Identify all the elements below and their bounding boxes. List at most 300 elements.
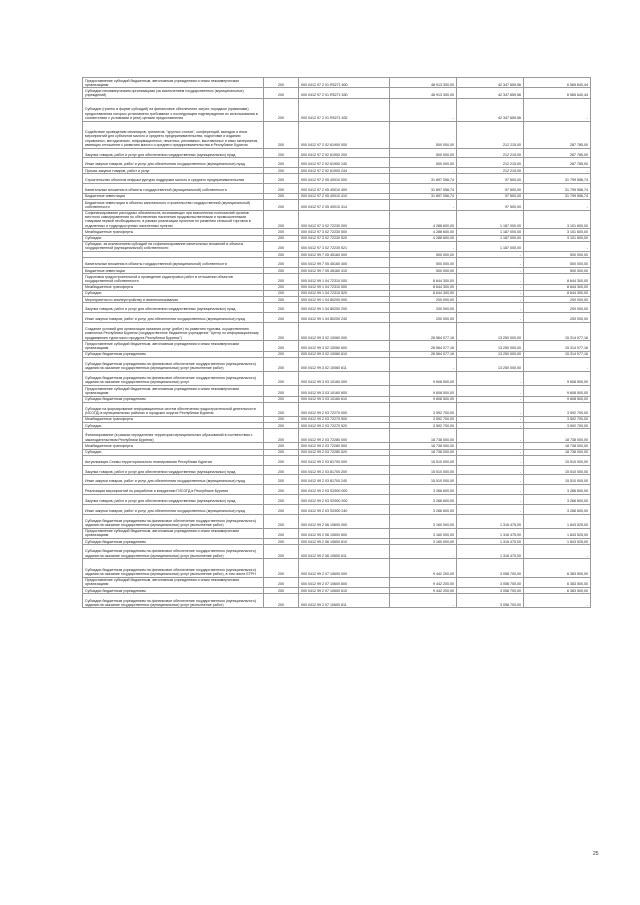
row-code: 200	[264, 258, 299, 268]
row-assigned: 3 160 000,00	[390, 528, 457, 538]
table-row	[83, 341, 591, 351]
budget-table	[82, 77, 591, 608]
row-executed: -	[457, 455, 524, 465]
row-remaining: 3 101 600,00	[524, 235, 591, 241]
row-kbk: 000 0412 99 2 07 10600 000	[299, 559, 390, 577]
row-code: 200	[264, 443, 299, 449]
row-executed: -	[457, 485, 524, 495]
row-kbk: 000 0412 99 7 05 45160 000	[299, 252, 390, 258]
row-remaining: 31 799 556,74	[524, 184, 591, 194]
row-executed: -	[457, 402, 524, 416]
row-name: Субсидии бюджетным учреждениям	[83, 539, 264, 545]
row-assigned: 500 000,00	[390, 158, 457, 168]
row-executed: -	[457, 268, 524, 274]
row-executed: -	[457, 313, 524, 323]
row-executed: -	[457, 396, 524, 402]
table-row	[83, 372, 591, 386]
row-kbk: 000 0412 99 2 03 81700 000	[299, 455, 390, 465]
row-code: 200	[264, 303, 299, 313]
row-remaining: 500 000,00	[524, 252, 591, 258]
row-assigned: 28 564 077,16	[390, 322, 457, 340]
row-executed: 1 187 000,00	[457, 241, 524, 251]
table-row	[83, 504, 591, 514]
row-kbk: 000 0412 99 3 03 10160 610	[299, 396, 390, 402]
row-kbk: 000 0412 99 1 04 80200 200	[299, 303, 390, 313]
row-assigned: 4 288 600,00	[390, 229, 457, 235]
table-row	[83, 429, 591, 443]
row-assigned: 31 897 056,74	[390, 174, 457, 184]
table-row	[83, 465, 591, 475]
row-remaining: 9 608 500,00	[524, 386, 591, 396]
row-executed: 212 215,00	[457, 148, 524, 158]
row-executed: -	[457, 290, 524, 296]
row-kbk: 000 0412 99 7 05 45160 410	[299, 268, 390, 274]
row-remaining: -	[524, 594, 591, 608]
row-name: Субсидии	[83, 290, 264, 296]
row-kbk: 000 0412 99 3 02 10060 611	[299, 357, 390, 371]
row-assigned: 3 266 600,00	[390, 504, 457, 514]
row-kbk: 000 0412 99 2 06 10600 600	[299, 528, 390, 538]
row-assigned: -	[390, 200, 457, 210]
row-assigned: 31 897 056,74	[390, 184, 457, 194]
row-kbk: 000 0412 99 3 02 10060 000	[299, 322, 390, 340]
row-name: Субсидии бюджетным учреждениям на финансовое обеспечение государственного (муниципального) задания на оказание государственных (муниципальных) услуг (выполнение работ)	[83, 514, 264, 528]
row-name: Субсидии бюджетным учреждениям на финансовое обеспечение государственного (муниципального) задания на оказание государственных (муниципальных) услуг (выполнение работ)	[83, 594, 264, 608]
row-code: 200	[264, 98, 299, 121]
row-name: Прочая закупка товаров, работ и услуг	[83, 168, 264, 174]
row-executed: -	[457, 284, 524, 290]
row-code: 200	[264, 402, 299, 416]
row-remaining: 9 608 500,00	[524, 372, 591, 386]
row-executed: 42 347 659,56	[457, 88, 524, 98]
row-name: Субсидии некоммерческим организациям (за исключением государственных (муниципальных) учреждений)	[83, 88, 264, 98]
row-code: 200	[264, 494, 299, 504]
row-remaining: 3 266 600,00	[524, 485, 591, 495]
row-executed: 13 250 000,00	[457, 351, 524, 357]
row-kbk: 000 0412 99 3 03 10160 000	[299, 372, 390, 386]
row-remaining: -	[524, 98, 591, 121]
table-row	[83, 485, 591, 495]
row-code: 200	[264, 594, 299, 608]
row-kbk: 000 0412 99 2 06 10600 610	[299, 539, 390, 545]
row-code: 200	[264, 121, 299, 148]
row-code: 200	[264, 210, 299, 229]
row-name: Капитальные вложения в объекты государственной (муниципальной) собственности	[83, 258, 264, 268]
row-assigned: -	[390, 98, 457, 121]
table-row	[83, 594, 591, 608]
row-assigned: 18 738 000,00	[390, 449, 457, 455]
row-assigned: 9 442 200,00	[390, 577, 457, 587]
row-kbk: 000 0412 97 2 02 61900 240	[299, 158, 390, 168]
row-assigned: 200 000,00	[390, 303, 457, 313]
row-name: Межбюджетные трансферты	[83, 416, 264, 422]
row-assigned: 9 608 500,00	[390, 396, 457, 402]
row-executed: 97 500,00	[457, 200, 524, 210]
row-assigned: 8 644 300,00	[390, 290, 457, 296]
row-executed: 13 250 000,00	[457, 357, 524, 371]
row-assigned: 500 000,00	[390, 258, 457, 268]
row-kbk: 000 0412 99 3 02 10060 600	[299, 341, 390, 351]
row-executed: 3 058 700,00	[457, 577, 524, 587]
table-row	[83, 545, 591, 559]
row-remaining: 31 799 556,74	[524, 193, 591, 199]
row-name: Субсидии бюджетным учреждениям	[83, 588, 264, 594]
row-kbk: 000 0412 99 2 03 72270 000	[299, 402, 390, 416]
row-kbk: 000 0412 99 1 04 72310 500	[299, 284, 390, 290]
row-assigned: -	[390, 594, 457, 608]
table-row	[83, 184, 591, 194]
row-remaining: 3 101 600,00	[524, 210, 591, 229]
row-code: 200	[264, 322, 299, 340]
row-remaining: 3 592 700,00	[524, 423, 591, 429]
row-code: 200	[264, 396, 299, 402]
row-name: Межбюджетные трансферты	[83, 229, 264, 235]
row-assigned: 4 288 600,00	[390, 210, 457, 229]
table-row	[83, 241, 591, 251]
row-assigned: 3 160 000,00	[390, 539, 457, 545]
row-assigned: 28 564 077,16	[390, 351, 457, 357]
row-kbk: 000 0412 97 2 05 40010 410	[299, 193, 390, 199]
table-row	[83, 559, 591, 577]
row-kbk: 000 0412 99 2 03 S2900 000	[299, 485, 390, 495]
row-code: 200	[264, 341, 299, 351]
row-code: 200	[264, 268, 299, 274]
row-name: Субсидии	[83, 449, 264, 455]
row-remaining: 31 799 556,74	[524, 174, 591, 184]
row-name: Предоставление субсидий бюджетным, автономным учреждениям и иным некоммерческим организациям	[83, 528, 264, 538]
row-kbk: 000 0412 97 3 02 72230 500	[299, 229, 390, 235]
row-assigned: 28 564 077,16	[390, 341, 457, 351]
row-assigned: 3 592 700,00	[390, 416, 457, 422]
row-code: 200	[264, 297, 299, 303]
row-assigned: 9 442 200,00	[390, 559, 457, 577]
row-assigned: 4 288 600,00	[390, 235, 457, 241]
row-remaining: 6 383 500,00	[524, 559, 591, 577]
row-assigned: 9 442 200,00	[390, 588, 457, 594]
row-code: 200	[264, 351, 299, 357]
row-name: Субсидии на формирование информационных систем обеспечения градостроительной деятельности (ИСОГД) в муниципальных районах и городских округах Республики Бурятия	[83, 402, 264, 416]
row-executed: -	[457, 465, 524, 475]
row-executed: 1 187 000,00	[457, 210, 524, 229]
row-code: 200	[264, 148, 299, 158]
row-executed: -	[457, 274, 524, 284]
row-kbk: 000 0412 99 7 05 45160 400	[299, 258, 390, 268]
row-name: Закупка товаров, работ и услуг для обеспечения государственных (муниципальных) нужд	[83, 148, 264, 158]
row-remaining: -	[524, 168, 591, 174]
row-kbk: 000 0412 99 2 03 72280 500	[299, 443, 390, 449]
row-remaining: 1 843 525,00	[524, 528, 591, 538]
row-executed: -	[457, 423, 524, 429]
table-row	[83, 274, 591, 284]
table-row	[83, 455, 591, 465]
row-kbk: 000 0412 97 2 01 R5271 630	[299, 88, 390, 98]
row-kbk: 000 0412 99 2 07 10600 611	[299, 594, 390, 608]
row-name: Бюджетные инвестиции	[83, 193, 264, 199]
row-name: Субсидии бюджетным учреждениям на финансовое обеспечение государственного (муниципального) задания на оказание государственных (муниципальных) услуг (выполнение работ)	[83, 545, 264, 559]
row-code: 200	[264, 184, 299, 194]
row-name: Иные закупки товаров, работ и услуг для обеспечения государственных (муниципальных) нужд	[83, 475, 264, 485]
row-code: 200	[264, 88, 299, 98]
table-row	[83, 174, 591, 184]
table-row	[83, 475, 591, 485]
table-row	[83, 210, 591, 229]
row-code: 200	[264, 158, 299, 168]
row-assigned: -	[390, 545, 457, 559]
row-name: Межбюджетные трансферты	[83, 443, 264, 449]
row-assigned: 200 000,00	[390, 313, 457, 323]
row-executed: 97 500,00	[457, 174, 524, 184]
row-code: 200	[264, 313, 299, 323]
row-name: Субсидии (гранты в форме субсидий) на финансовое обеспечение затрат, порядком (правилами) предоставления которых установлено требование о последующем подтверждении их использования в соответствии с условиями и (или) целями предоставления	[83, 98, 264, 121]
row-executed: -	[457, 372, 524, 386]
row-code: 200	[264, 577, 299, 587]
row-executed: -	[457, 258, 524, 268]
row-name: Закупка товаров, работ и услуг для обеспечения государственных (муниципальных) нужд	[83, 465, 264, 475]
row-remaining: -	[524, 241, 591, 251]
row-assigned: 3 266 600,00	[390, 494, 457, 504]
report-sheet	[82, 77, 588, 608]
row-assigned: 3 592 700,00	[390, 402, 457, 416]
row-kbk: 000 0412 97 2 01 R5271 600	[299, 78, 390, 88]
row-executed: 1 187 000,00	[457, 229, 524, 235]
row-code: 200	[264, 539, 299, 545]
row-kbk: 000 0412 97 2 01 R5271 632	[299, 98, 390, 121]
row-executed: -	[457, 494, 524, 504]
row-executed: -	[457, 449, 524, 455]
row-remaining: 9 608 500,00	[524, 396, 591, 402]
row-name: Бюджетные инвестиции	[83, 268, 264, 274]
row-executed: 3 058 700,00	[457, 594, 524, 608]
row-remaining: 15 510 000,00	[524, 465, 591, 475]
row-kbk: 000 0412 99 2 03 S2900 240	[299, 504, 390, 514]
row-assigned: 200 000,00	[390, 297, 457, 303]
row-executed: 1 316 475,00	[457, 545, 524, 559]
row-remaining: 200 000,00	[524, 303, 591, 313]
row-assigned: 48 913 300,00	[390, 88, 457, 98]
row-remaining: 3 592 700,00	[524, 416, 591, 422]
row-code: 200	[264, 429, 299, 443]
row-assigned: -	[390, 241, 457, 251]
row-assigned: 31 897 056,74	[390, 193, 457, 199]
row-kbk: 000 0412 99 2 03 S2900 200	[299, 494, 390, 504]
table-row	[83, 88, 591, 98]
row-kbk: 000 0412 97 3 02 72230 521	[299, 241, 390, 251]
row-executed: 1 316 475,00	[457, 528, 524, 538]
row-assigned: 18 738 000,00	[390, 429, 457, 443]
table-row	[83, 158, 591, 168]
row-code: 200	[264, 241, 299, 251]
row-executed: 97 500,00	[457, 184, 524, 194]
row-name: Субсидии бюджетным учреждениям на финансовое обеспечение государственного (муниципального) задания на оказание государственных (муниципальных) услуг (выполнение работ), в том числе ЕГРН	[83, 559, 264, 577]
row-name: Предоставление субсидий бюджетным, автономным учреждениям и иным некоммерческим организациям	[83, 577, 264, 587]
row-code: 200	[264, 465, 299, 475]
row-name: Бюджетные инвестиции в объекты капитального строительства государственной (муниципальной) собственности	[83, 200, 264, 210]
row-remaining: 3 101 600,00	[524, 229, 591, 235]
row-kbk: 000 0412 97 2 05 40010 000	[299, 174, 390, 184]
row-remaining: 18 738 000,00	[524, 429, 591, 443]
row-assigned: 3 266 600,00	[390, 485, 457, 495]
row-assigned: 9 608 500,00	[390, 386, 457, 396]
row-executed: -	[457, 475, 524, 485]
row-name: Субсидии	[83, 423, 264, 429]
row-kbk: 000 0412 97 2 05 40010 414	[299, 200, 390, 210]
row-kbk: 000 0412 99 2 03 81700 240	[299, 475, 390, 485]
row-code: 200	[264, 290, 299, 296]
row-executed: 13 250 000,00	[457, 322, 524, 340]
row-executed: -	[457, 252, 524, 258]
row-code: 200	[264, 559, 299, 577]
row-assigned: 48 913 300,00	[390, 78, 457, 88]
row-code: 200	[264, 545, 299, 559]
row-remaining: 8 644 300,00	[524, 274, 591, 284]
row-code: 200	[264, 274, 299, 284]
row-executed: 1 187 000,00	[457, 235, 524, 241]
row-name: Иные закупки товаров, работ и услуг для обеспечения государственных (муниципальных) нужд	[83, 504, 264, 514]
row-name: Субсидии бюджетным учреждениям	[83, 351, 264, 357]
row-executed: 1 316 475,00	[457, 539, 524, 545]
row-assigned: 3 592 700,00	[390, 423, 457, 429]
row-kbk: 000 0412 97 2 02 61900 244	[299, 168, 390, 174]
row-remaining: -	[524, 545, 591, 559]
row-remaining: 3 266 600,00	[524, 494, 591, 504]
row-kbk: 000 0412 99 2 07 10600 610	[299, 588, 390, 594]
row-remaining: 15 314 077,16	[524, 351, 591, 357]
row-code: 200	[264, 357, 299, 371]
row-executed: 97 500,00	[457, 193, 524, 199]
row-remaining: 8 644 300,00	[524, 284, 591, 290]
row-remaining: 18 738 000,00	[524, 443, 591, 449]
row-executed: -	[457, 386, 524, 396]
row-code: 200	[264, 514, 299, 528]
row-executed: -	[457, 416, 524, 422]
row-remaining: 6 565 640,44	[524, 88, 591, 98]
row-code: 200	[264, 455, 299, 465]
table-row	[83, 386, 591, 396]
row-name: Создание условий для организации оказания услуг (работ) по развитию туризма, осуществлению комплекса Республики Бурятия (государственное бюджетное учреждение "Центр по информационному продвижению туристского продукта Республики Бурятия")	[83, 322, 264, 340]
row-assigned: 500 000,00	[390, 121, 457, 148]
row-kbk: 000 0412 97 3 02 72230 520	[299, 235, 390, 241]
row-executed: -	[457, 443, 524, 449]
table-row	[83, 303, 591, 313]
row-kbk: 000 0412 97 2 05 40010 400	[299, 184, 390, 194]
row-executed: 1 316 475,00	[457, 514, 524, 528]
row-remaining: -	[524, 200, 591, 210]
row-name: Закупка товаров, работ и услуг для обеспечения государственных (муниципальных) нужд	[83, 494, 264, 504]
table-row	[83, 98, 591, 121]
row-executed: 212 215,00	[457, 121, 524, 148]
row-kbk: 000 0412 99 3 02 10060 610	[299, 351, 390, 357]
row-remaining: 287 785,00	[524, 148, 591, 158]
table-row	[83, 78, 591, 88]
row-code: 200	[264, 229, 299, 235]
row-assigned: 3 160 000,00	[390, 514, 457, 528]
row-assigned: 15 510 000,00	[390, 475, 457, 485]
row-code: 200	[264, 504, 299, 514]
row-assigned: -	[390, 357, 457, 371]
row-code: 200	[264, 168, 299, 174]
row-kbk: 000 0412 97 2 02 61900 200	[299, 148, 390, 158]
row-name: Субсидии бюджетным учреждениям на финансовое обеспечение государственного (муниципального) задания на оказание государственных (муниципальных) услуг (выполнение работ)	[83, 357, 264, 371]
row-remaining: 18 738 000,00	[524, 449, 591, 455]
row-code: 200	[264, 174, 299, 184]
row-name: Строительство объектов инфраструктуры поддержки малого и среднего предпринимательства	[83, 174, 264, 184]
row-remaining: 1 843 525,00	[524, 539, 591, 545]
row-assigned: 500 000,00	[390, 252, 457, 258]
row-remaining: 3 592 700,00	[524, 402, 591, 416]
row-name: Иные закупки товаров, работ и услуг для обеспечения государственных (муниципальных) нужд	[83, 158, 264, 168]
table-row	[83, 258, 591, 268]
row-remaining: 8 644 300,00	[524, 290, 591, 296]
row-remaining: -	[524, 357, 591, 371]
table-row	[83, 577, 591, 587]
row-assigned: 500 000,00	[390, 148, 457, 158]
row-code: 200	[264, 588, 299, 594]
row-remaining: 6 383 500,00	[524, 577, 591, 587]
row-assigned: 8 644 300,00	[390, 274, 457, 284]
row-remaining: 15 314 077,16	[524, 322, 591, 340]
row-kbk: 000 0412 99 1 04 80200 000	[299, 297, 390, 303]
row-assigned: 15 510 000,00	[390, 465, 457, 475]
row-name: Реализация мероприятий по разработке и внедрению ГИСОГД в Республике Бурятия	[83, 485, 264, 495]
row-name: Субсидии, за исключением субсидий на софинансирование капитальных вложений в объекты государственной (муниципальной) собственности	[83, 241, 264, 251]
table-row	[83, 200, 591, 210]
row-kbk: 000 0412 99 2 03 72270 520	[299, 423, 390, 429]
row-code: 200	[264, 423, 299, 429]
row-name: Финансирование (в рамках определения территории муниципальных образований в соответствии с законодательством Республики Бурятия)	[83, 429, 264, 443]
row-kbk: 000 0412 97 3 02 72230 000	[299, 210, 390, 229]
table-row	[83, 494, 591, 504]
row-kbk: 000 0412 99 2 03 72280 520	[299, 449, 390, 455]
row-name: Предоставление субсидий бюджетным, автономным учреждениям и иным некоммерческим организациям	[83, 341, 264, 351]
row-kbk: 000 0412 99 2 03 72270 500	[299, 416, 390, 422]
row-executed: -	[457, 297, 524, 303]
row-code: 200	[264, 78, 299, 88]
row-code: 200	[264, 416, 299, 422]
row-kbk: 000 0412 99 2 03 81700 200	[299, 465, 390, 475]
row-kbk: 000 0412 99 2 07 10600 600	[299, 577, 390, 587]
row-name: Предоставление субсидий бюджетным, автономным учреждениям и иным некоммерческим организациям	[83, 78, 264, 88]
row-executed: 3 058 700,00	[457, 559, 524, 577]
table-row	[83, 402, 591, 416]
row-executed: -	[457, 429, 524, 443]
row-name: Подготовка градостроительной и проведение кадастровых работ в отношении объектов государственной собственности	[83, 274, 264, 284]
row-code: 200	[264, 284, 299, 290]
row-name: Субсидии бюджетным учреждениям	[83, 396, 264, 402]
row-name: Мероприятия по землеустройству и землепользованию	[83, 297, 264, 303]
row-code: 200	[264, 372, 299, 386]
row-kbk: 000 0412 99 1 04 72310 000	[299, 274, 390, 284]
row-executed: 42 347 659,56	[457, 98, 524, 121]
row-kbk: 000 0412 99 2 06 10600 611	[299, 545, 390, 559]
row-assigned: 8 644 300,00	[390, 284, 457, 290]
row-remaining: 200 000,00	[524, 313, 591, 323]
row-name: Иные закупки товаров, работ и услуг для обеспечения государственных (муниципальных) нужд	[83, 313, 264, 323]
row-code: 200	[264, 449, 299, 455]
row-remaining: 3 266 600,00	[524, 504, 591, 514]
row-executed: 42 347 659,56	[457, 78, 524, 88]
row-kbk: 000 0412 97 2 02 61900 000	[299, 121, 390, 148]
row-name: Субсидии	[83, 235, 264, 241]
row-remaining: 287 785,00	[524, 121, 591, 148]
row-name: Закупка товаров, работ и услуг для обеспечения государственных (муниципальных) нужд	[83, 303, 264, 313]
row-assigned: 9 608 500,00	[390, 372, 457, 386]
table-row	[83, 528, 591, 538]
row-code: 200	[264, 235, 299, 241]
row-kbk: 000 0412 99 1 04 80200 240	[299, 313, 390, 323]
row-executed: 13 250 000,00	[457, 341, 524, 351]
row-remaining: 6 383 500,00	[524, 588, 591, 594]
row-code: 200	[264, 475, 299, 485]
